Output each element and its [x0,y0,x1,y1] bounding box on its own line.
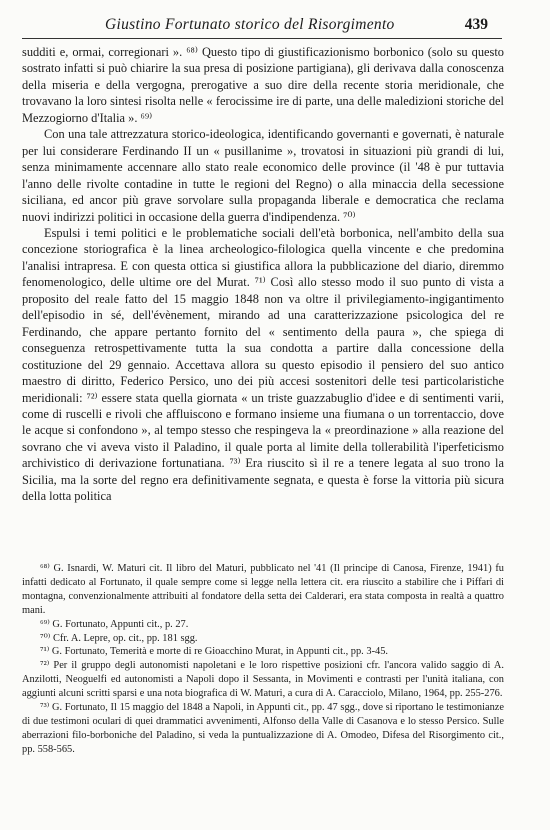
paragraph-1: sudditi e, ormai, corregionari ». ⁶⁸⁾ Questo tipo di giustificazionismo borbonico (solo su questo sostrato infatti si può chiarire la sua presa di posizione partigiana), gli derivava dalla conoscenza della miseria e della vergogna, prerogative a suo dire della recente storia meridionale, che trovavano la loro sintesi risolta nelle « ferocissime ire di parte, una delle maledizioni storiche del Mezzogiorno d'Italia ». ⁶⁹⁾ [22,45,504,125]
footnote-73: ⁷³⁾ G. Fortunato, Il 15 maggio del 1848 a Napoli, in Appunti cit., pp. 47 sgg., dove si riportano le testimonianze di due testimoni oculari di quei drammatici avvenimenti, Alfonso della Valle di Casanova e lo stesso Persico. Sulle aberrazioni filo-borboniche del Paladino, si veda la puntualizzazione di A. Omodeo, Difesa del Risorgimento cit., pp. 558-565. [22,702,504,755]
running-title: Giustino Fortunato storico del Risorgimento [105,16,395,33]
footnote-70: ⁷⁰⁾ Cfr. A. Lepre, op. cit., pp. 181 sgg. [40,632,198,644]
running-header [0,14,550,42]
footnote-68: ⁶⁸⁾ G. Isnardi, W. Maturi cit. Il libro del Maturi, pubblicato nel '41 (Il principe di Canosa, Firenze, 1941) fu infatti dedicato al Fortunato, il quale sempre come si legge nella lettera cit. era riuscito a stabilire che i Piffari di montagna, convenzionalmente attribuiti al fondatore della setta dei Calderari, era stata composta in realtà a quattro mani. [22,563,504,616]
header-rule [22,38,502,39]
footnote-71: ⁷¹⁾ G. Fortunato, Temerità e morte di re Gioacchino Murat, in Appunti cit., pp. 3-45. [40,646,389,658]
footnote-69: ⁶⁹⁾ G. Fortunato, Appunti cit., p. 27. [40,618,189,630]
footnotes [22,562,504,757]
page-number: 439 [464,16,488,33]
paragraph-3: Espulsi i temi politici e le problematiche sociali dell'età borbonica, nell'ambito della sua concezione storiografica è la linea archeologico-filologica quella vincente e che predomina l'analisi intrapresa. E con questa ottica si giustifica allora la pubblicazione del diario, diremmo fenomenologico, delle ultime ore del Murat. ⁷¹⁾ Così allo stesso modo il suo punto di vista a proposito del reale fatto del 15 maggio 1848 non va oltre il privilegiamento-ingigantimento dell'episodio in sé, dell'évènement, mirando ad una caratterizzazione psicologica del re Ferdinando, che appare pertanto fornito del « sentimento della paura », che spiega di conseguenza retrospettivamente tutta la sua condotta a partire dalla concessione della costituzione del 29 gennaio. Accettava allora su questo episodio il pensiero del suo antico maestro di diritto, Federico Persico, uno dei più accesi sostenitori delle tesi particolaristiche meridionali: ⁷²⁾ essere stata quella giornata « un triste guazzabuglio d'idee e di sentimenti varii, come di ruscelli e rivoli che affluiscono e formano insieme una fiumana o un torrentaccio, dove le acque si confondono », al tempo stesso che respingeva la « preordinazione » alla reazione del sovrano che vi aveva visto il Paladino, il quale porta al limite della tollerabilità l'iperfeticismo archivistico di derivazione fortunatiana. ⁷³⁾ Era riuscito sì il re a tenere legata al suo trono la Sicilia, ma la sorte del regno era definitivamente segnata, e questa è forse la vittoria più sicura della lotta politica [22,225,504,504]
main-text [22,44,504,505]
paragraph-2: Con una tale attrezzatura storico-ideologica, identificando governanti e governati, è naturale per lui considerare Ferdinando II un « pusillanime », trovatosi in situazioni più grandi di lui, senza minimamente accennare allo stato reale economico delle province (il '48 è pur tuttavia l'anno delle rivolte contadine in tutte le regioni del Regno) o alla minaccia della secessione siciliana, ed ancor più grave sorvolare sulla propaganda liberale e democratica che reclama nuovi indirizzi politici in occasione della guerra d'indipendenza. ⁷⁰⁾ [22,127,504,224]
footnote-72: ⁷²⁾ Per il gruppo degli autonomisti napoletani e le loro rispettive posizioni cfr. l'ancora valido saggio di A. Anzilotti, Neoguelfi ed autonomisti a Napoli dopo il Sessanta, in Movimenti e contrasti per l'unità italiana, con aggiunti alcuni scritti sparsi e una nota biografica di W. Maturi, a cura di A. Caracciolo, Milano, 1964, pp. 255-276. [22,660,504,700]
